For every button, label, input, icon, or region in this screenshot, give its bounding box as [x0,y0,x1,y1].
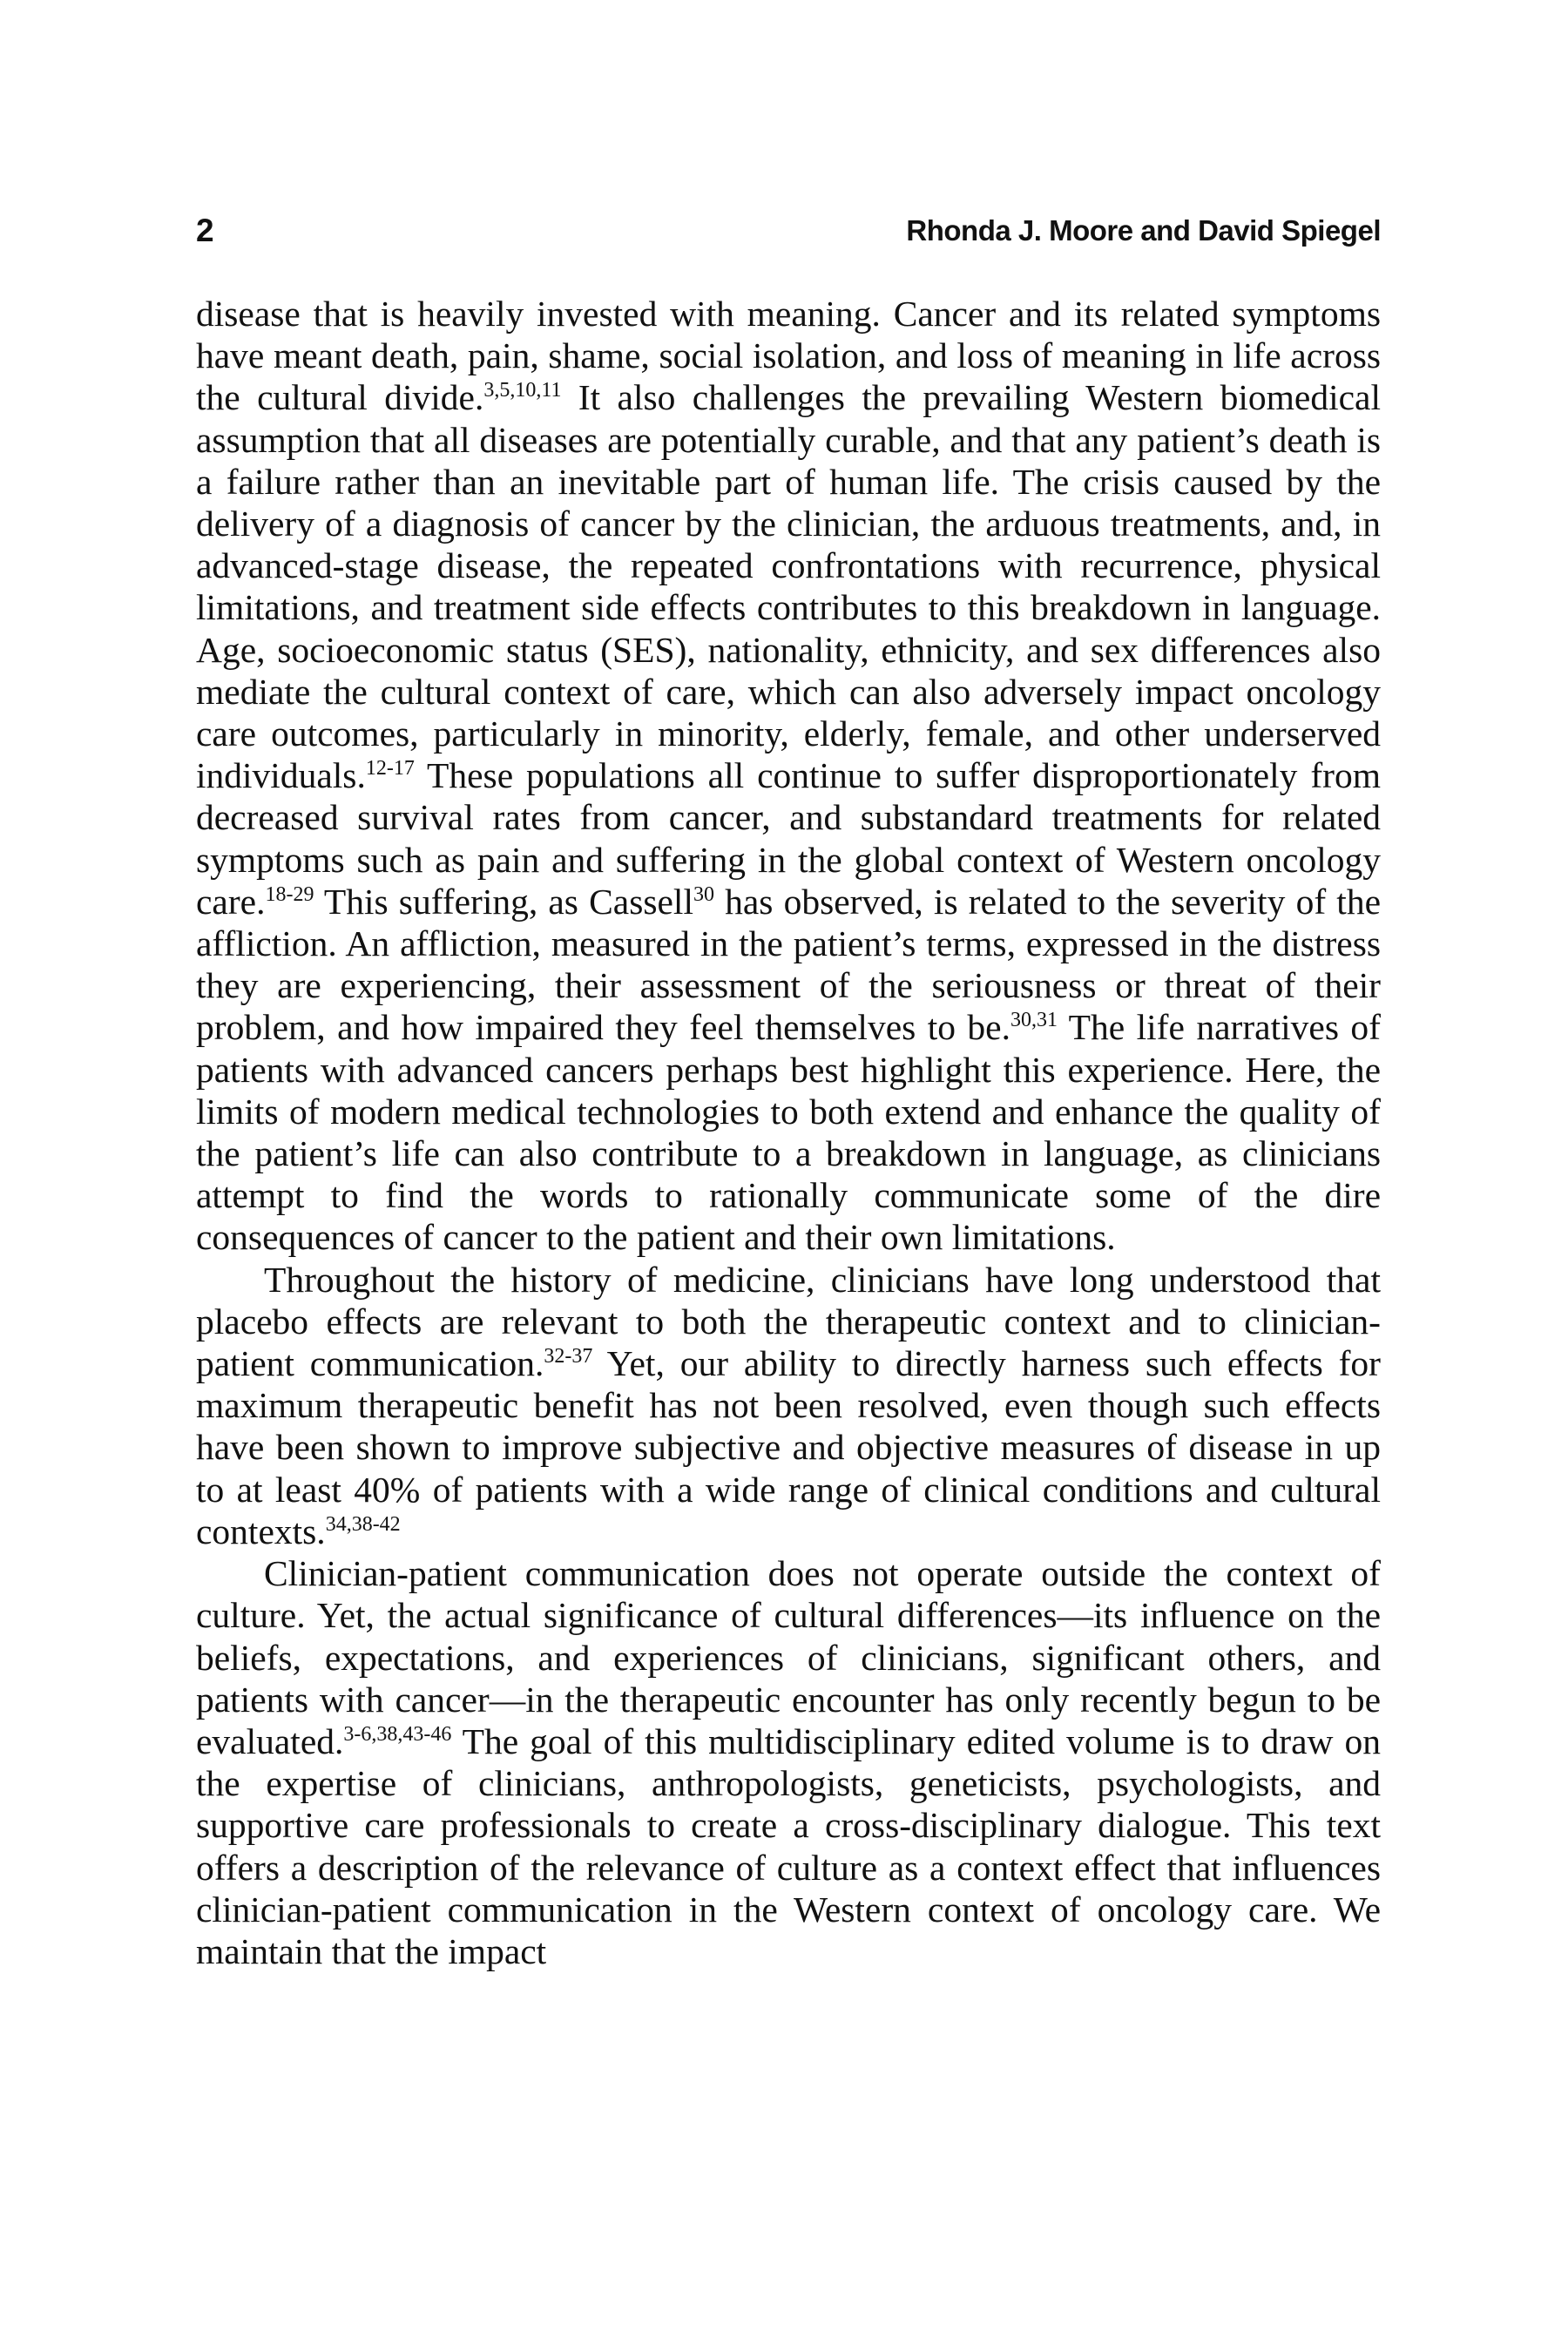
citation-ref: 30,31 [1010,1009,1058,1032]
text-run: Yet, our ability to directly harness such effects for maximum therapeutic benefit has not been resolved, even though such effects have been shown to improve subjective and objective measures of disease in up to at least 40% of patients with a wide range of clinical conditions and cultural contexts. [196,1343,1381,1551]
text-run: Throughout the history of medicine, clinicians have long understood that placebo effects are relevant to both the therapeutic context and to clinician-patient communication. [196,1259,1381,1384]
citation-ref: 18-29 [265,882,314,906]
running-head: Rhonda J. Moore and David Spiegel [906,214,1381,247]
text-run: This suffering, as Cassell [314,881,693,922]
citation-ref: 32-37 [544,1345,593,1369]
citation-ref: 30 [693,882,714,906]
text-run: These populations all continue to suffer disproportionately from decreased survival rates from cancer, and substandard treatments for related symptoms such as pain and suffering in the global context of Western oncology care. [196,755,1381,922]
citation-ref: 3-6,38,43-46 [343,1722,452,1746]
text-run: disease that is heavily invested with meaning. Cancer and its related symptoms have meant death, pain, shame, social isolation, and loss of meaning in life across the cultural divide. [196,294,1381,418]
citation-ref: 12-17 [365,757,415,781]
body-text [196,293,1381,1972]
paragraph-2 [196,1259,1381,1552]
text-run: Clinician-patient communication does not operate outside the context of culture. Yet, the actual significance of cultural differences—its influence on the beliefs, expectations, and experiences of clinicians, significant others, and patients with cancer—in the therapeutic encounter has only recently begun to be evaluated. [196,1553,1381,1761]
text-run: It also challenges the prevailing Western biomedical assumption that all diseases are potentially curable, and that any patient’s death is a failure rather than an inevitable part of human life. The crisis caused by the delivery of a diagnosis of cancer by the clinician, the arduous treatments, and, in advanced-stage disease, the repeated confrontations with recurrence, physical limitations, and treatment side effects contributes to this breakdown in language. Age, socioeconomic status (SES), nationality, ethnicity, and sex differences also mediate the cultural context of care, which can also adversely impact oncology care outcomes, particularly in minority, elderly, female, and other underserved individuals. [196,377,1381,796]
citation-ref: 3,5,10,11 [483,379,562,402]
text-run: has observed, is related to the severity of the affliction. An affliction, measured in the patient’s terms, expressed in the distress they are experiencing, their assessment of the seriousness or threat of their problem, and how impaired they feel themselves to be. [196,881,1381,1048]
page-number: 2 [196,213,214,248]
paragraph-3 [196,1552,1381,1972]
paragraph-1 [196,293,1381,1259]
text-run: The life narratives of patients with advanced cancers perhaps best highlight this experience. Here, the limits of modern medical technologies to both extend and enhance the quality of the patient’s life can also contribute to a breakdown in language, as clinicians attempt to find the words to rationally communicate some of the dire consequences of cancer to the patient and their own limitations. [196,1007,1381,1258]
page-header [196,209,1381,253]
text-run: The goal of this multidisciplinary edited volume is to draw on the expertise of clinicians, anthropologists, geneticists, psychologists, and supportive care professionals to create a cross-disciplinary dialogue. This text offers a description of the relevance of culture as a context effect that influences clinician-patient communication in the Western context of oncology care. We maintain that the impact [196,1720,1381,1971]
citation-ref: 34,38-42 [325,1512,401,1536]
